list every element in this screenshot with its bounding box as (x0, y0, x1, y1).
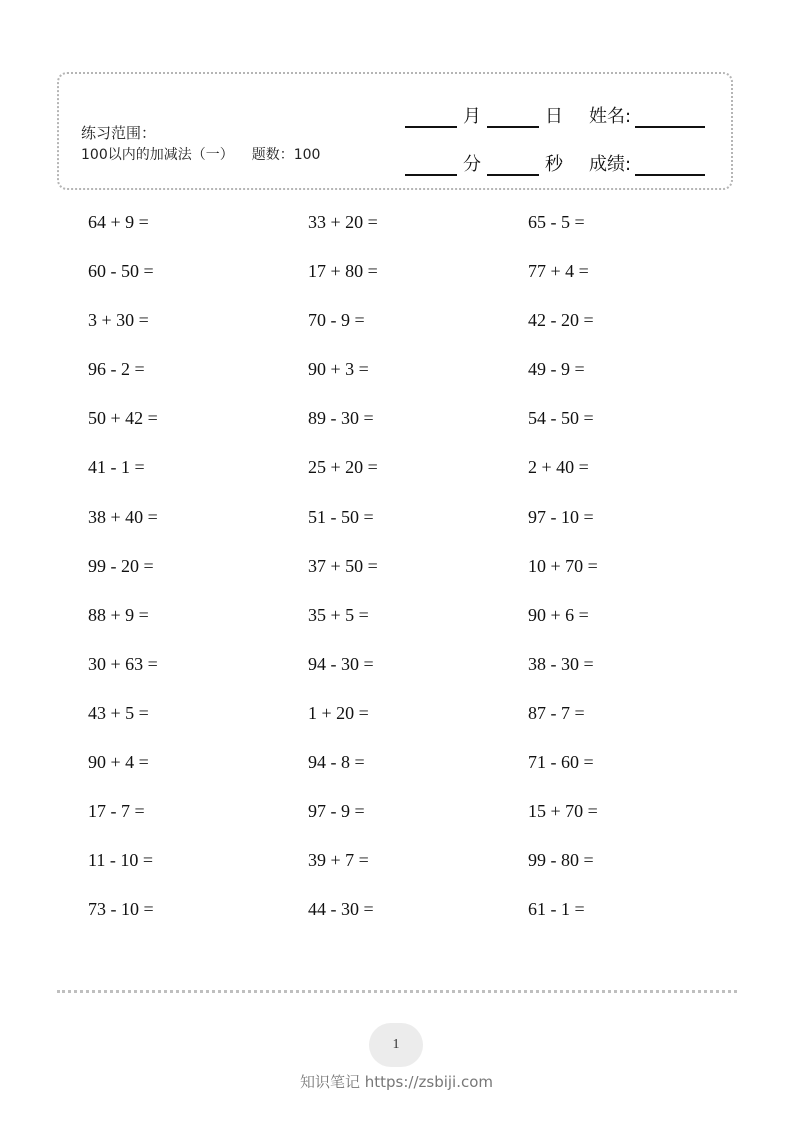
name-blank[interactable] (635, 110, 705, 128)
problem-row (88, 897, 748, 946)
math-problem: 94 - 8 = (308, 752, 365, 773)
math-problem: 87 - 7 = (528, 702, 585, 723)
math-problem: 25 + 20 = (308, 457, 378, 478)
math-problem: 97 - 9 = (308, 801, 365, 822)
name-label: 姓名: (589, 106, 632, 127)
problem-row (88, 505, 748, 554)
second-label: 秒 (545, 154, 563, 175)
math-problem: 61 - 1 = (528, 899, 585, 920)
math-problem: 50 + 42 = (88, 408, 158, 429)
problem-row (88, 750, 748, 799)
problem-grid (88, 210, 748, 946)
month-label: 月 (463, 106, 481, 127)
page-divider (57, 990, 737, 993)
math-problem: 39 + 7 = (308, 850, 369, 871)
math-problem: 43 + 5 = (88, 702, 149, 723)
math-problem: 90 + 6 = (528, 604, 589, 625)
math-problem: 42 - 20 = (528, 310, 594, 331)
problem-row (88, 554, 748, 603)
problem-row (88, 406, 748, 455)
score-blank[interactable] (635, 158, 705, 176)
math-problem: 1 + 20 = (308, 702, 369, 723)
math-problem: 99 - 20 = (88, 555, 154, 576)
math-problem: 88 + 9 = (88, 604, 149, 625)
math-problem: 30 + 63 = (88, 653, 158, 674)
math-problem: 17 - 7 = (88, 801, 145, 822)
math-problem: 99 - 80 = (528, 850, 594, 871)
footer-watermark: 知识笔记 https://zsbiji.com (299, 1073, 494, 1091)
problem-row (88, 652, 748, 701)
math-problem: 2 + 40 = (528, 457, 589, 478)
math-problem: 54 - 50 = (528, 408, 594, 429)
time-score-row (405, 150, 705, 176)
math-problem: 96 - 2 = (88, 359, 145, 380)
math-problem: 44 - 30 = (308, 899, 374, 920)
question-count: 题数：100 (251, 147, 321, 163)
problem-row (88, 210, 748, 259)
math-problem: 35 + 5 = (308, 604, 369, 625)
math-problem: 3 + 30 = (88, 310, 149, 331)
math-problem: 77 + 4 = (528, 261, 589, 282)
day-blank[interactable] (487, 110, 539, 128)
math-problem: 11 - 10 = (88, 850, 153, 871)
math-problem: 10 + 70 = (528, 555, 598, 576)
math-problem: 51 - 50 = (308, 506, 374, 527)
math-problem: 90 + 3 = (308, 359, 369, 380)
range-value: 100以内的加减法（一） (81, 147, 234, 163)
worksheet-header (57, 72, 733, 190)
minute-label: 分 (463, 154, 481, 175)
math-problem: 64 + 9 = (88, 212, 149, 232)
problem-row (88, 455, 748, 504)
math-problem: 90 + 4 = (88, 752, 149, 773)
problem-row (88, 603, 748, 652)
math-problem: 97 - 10 = (528, 506, 594, 527)
day-label: 日 (545, 106, 563, 127)
month-blank[interactable] (405, 110, 457, 128)
date-name-row (405, 102, 705, 128)
math-problem: 37 + 50 = (308, 555, 378, 576)
second-blank[interactable] (487, 158, 539, 176)
problem-row (88, 799, 748, 848)
range-description (81, 144, 320, 164)
minute-blank[interactable] (405, 158, 457, 176)
math-problem: 89 - 30 = (308, 408, 374, 429)
math-problem: 94 - 30 = (308, 653, 374, 674)
math-problem: 38 + 40 = (88, 506, 158, 527)
math-problem: 33 + 20 = (308, 212, 378, 232)
math-problem: 60 - 50 = (88, 261, 154, 282)
math-problem: 49 - 9 = (528, 359, 585, 380)
problem-row (88, 848, 748, 897)
math-problem: 73 - 10 = (88, 899, 154, 920)
range-label: 练习范围： (81, 124, 157, 142)
problem-row (88, 701, 748, 750)
math-problem: 17 + 80 = (308, 261, 378, 282)
math-problem: 71 - 60 = (528, 752, 594, 773)
problem-row (88, 357, 748, 406)
score-label: 成绩: (589, 154, 632, 175)
page-number: 1 (369, 1023, 423, 1067)
math-problem: 41 - 1 = (88, 457, 145, 478)
math-problem: 15 + 70 = (528, 801, 598, 822)
math-problem: 70 - 9 = (308, 310, 365, 331)
math-problem: 38 - 30 = (528, 653, 594, 674)
problem-row (88, 259, 748, 308)
math-problem: 65 - 5 = (528, 212, 585, 232)
problem-row (88, 308, 748, 357)
